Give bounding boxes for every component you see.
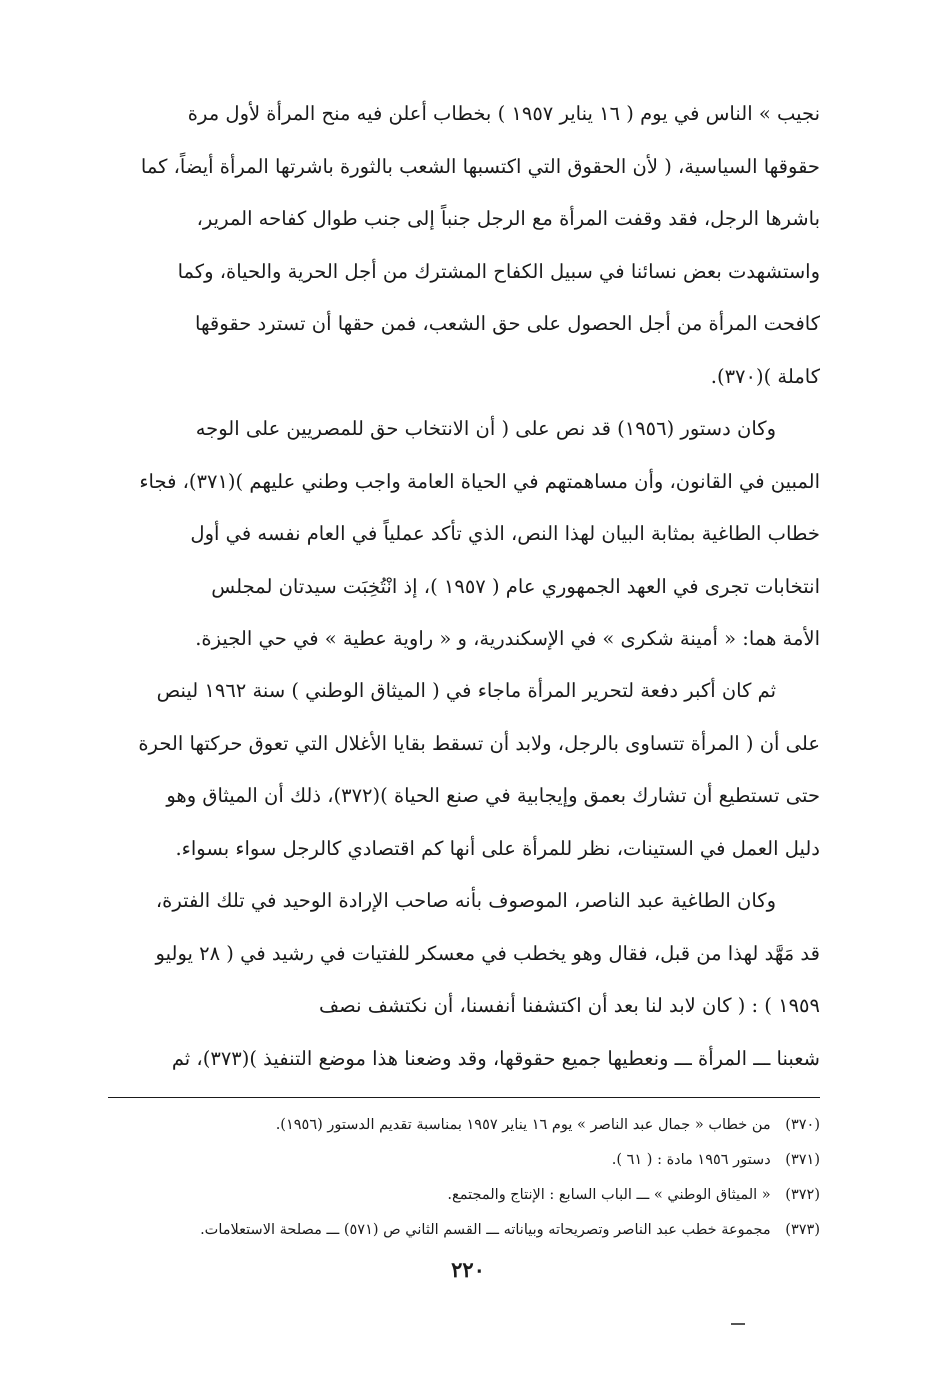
page-number: ٢٢٠ — [451, 1257, 485, 1282]
footnote-text: « الميثاق الوطني » ـــ الباب السابع : الإنتاج والمجتمع. — [447, 1187, 771, 1203]
footnote — [110, 1143, 820, 1178]
footnote — [110, 1108, 820, 1143]
footnote-number: (٣٧٣) — [785, 1222, 820, 1238]
text-line: المبين في القانون، وأن مساهمتهم في الحياة العامة واجب وطني عليهم )(٣٧١)، فجاء — [139, 469, 820, 493]
text-line: على أن ( المرأة تتساوى بالرجل، ولابد أن تسقط بقايا الأغلال التي تعوق حركتها الحرة — [138, 731, 820, 755]
paragraph-3 — [110, 665, 820, 875]
text-line: وكان دستور (١٩٥٦) قد نص على ( أن الانتخاب حق للمصريين على الوجه — [195, 417, 776, 440]
footnote-text: مجموعة خطب عبد الناصر وتصريحاته وبياناته ـــ القسم الثاني ص (٥٧١) ـــ مصلحة الاستعلامات. — [200, 1222, 771, 1238]
text-line: ثم كان أكبر دفعة لتحرير المرأة ماجاء في ( الميثاق الوطني ) سنة ١٩٦٢ لينص — [156, 679, 776, 702]
footnote — [110, 1178, 820, 1213]
footnote-text: من خطاب « جمال عبد الناصر » يوم ١٦ يناير ١٩٥٧ بمناسبة تقديم الدستور (١٩٥٦). — [275, 1117, 771, 1133]
text-line: انتخابات تجرى في العهد الجمهوري عام ( ١٩٥٧ )، إذ انْتُخِبَت سيدتان لمجلس — [211, 574, 820, 598]
text-line: حتى تستطيع أن تشارك بعمق وإيجابية في صنع الحياة )(٣٧٢)، ذلك أن الميثاق وهو — [166, 784, 820, 807]
text-line: كافحت المرأة من أجل الحصول على حق الشعب، فمن حقها أن تسترد حقوقها — [195, 312, 820, 335]
footnote-text: دستور ١٩٥٦ مادة : ( ٦١ ). — [611, 1152, 771, 1168]
text-line: قد مَهَّد لهذا من قبل، فقال وهو يخطب في معسكر للفتيات في رشيد في ( ٢٨ يوليو — [155, 941, 820, 965]
paragraph-4 — [110, 875, 820, 1085]
text-line: باشرها الرجل، فقد وقفت المرأة مع الرجل جنباً إلى جنب طوال كفاحه المرير، — [196, 207, 820, 230]
text-line: دليل العمل في الستينات، نظر للمرأة على أنها كم اقتصادي كالرجل سواء بسواء. — [175, 836, 820, 860]
footnotes — [110, 1108, 820, 1248]
footnote-number: (٣٧٠) — [785, 1117, 820, 1133]
text-line: وكان الطاغية عبد الناصر، الموصوف بأنه صاحب الإرادة الوحيد في تلك الفترة، — [155, 889, 776, 912]
scan-mark — [731, 1323, 745, 1325]
text-line: كاملة )(٣٧٠). — [710, 364, 820, 388]
footnote-number: (٣٧١) — [785, 1152, 820, 1168]
text-line: ١٩٥٩ ) : ( كان لابد لنا بعد أن اكتشفنا أنفسنا، أن نكتشف نصف — [319, 994, 820, 1017]
paragraph-2 — [110, 403, 820, 666]
text-line: الأمة هما: « أمينة شكرى » في الإسكندرية، و « راوية عطية » في حي الجيزة. — [195, 627, 820, 650]
text-line: خطاب الطاغية بمثابة البيان لهذا النص، الذي تأكد عملياً في العام نفسه في أول — [190, 522, 820, 545]
footnote — [110, 1213, 820, 1248]
footnote-number: (٣٧٢) — [785, 1187, 820, 1203]
text-line: واستشهدت بعض نسائنا في سبيل الكفاح المشترك من أجل الحرية والحياة، وكما — [177, 259, 820, 283]
text-line: نجيب » الناس في يوم ( ١٦ يناير ١٩٥٧ ) بخطاب أعلن فيه منح المرأة لأول مرة — [187, 102, 820, 125]
text-line: شعبنا ـــ المرأة ـــ ونعطيها جميع حقوقها، وقد وضعنا هذا موضع التنفيذ )(٣٧٣)، ثم — [171, 1046, 820, 1070]
footnote-divider — [108, 1097, 820, 1098]
paragraph-1 — [110, 88, 820, 403]
text-line: حقوقها السياسية، ( لأن الحقوق التي اكتسبها الشعب بالثورة باشرتها المرأة أيضاً، كما — [140, 154, 820, 178]
